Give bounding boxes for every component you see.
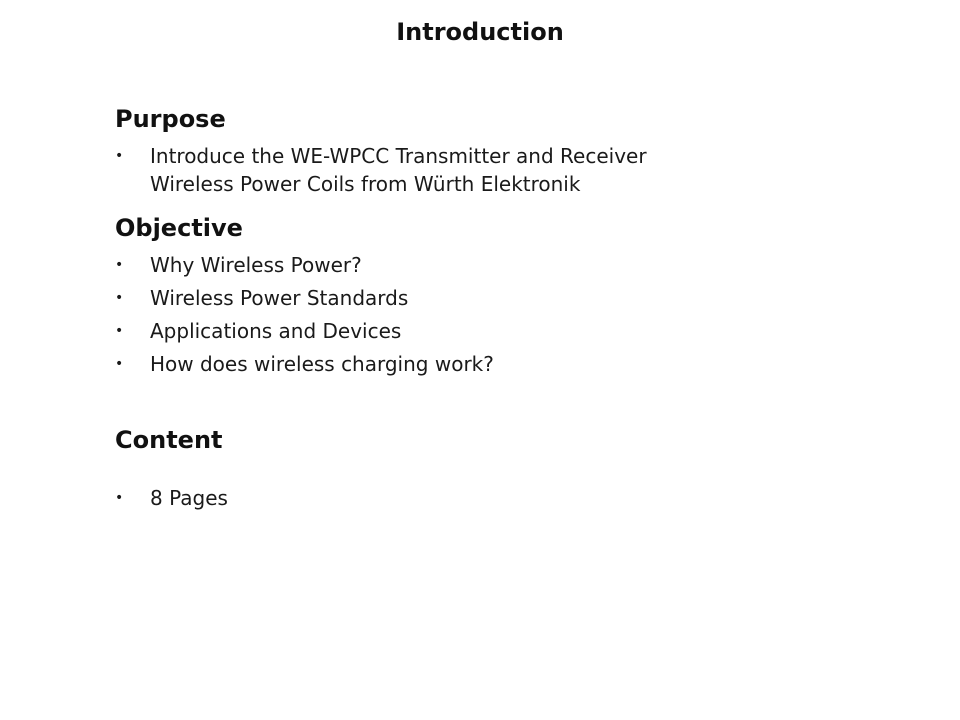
content-item-text: 8 Pages [150,486,228,510]
list-item [115,142,815,198]
purpose-text: Introduce the WE-WPCC Transmitter and Receiver Wireless Power Coils from Würth Elektronik [150,144,647,196]
bullet-icon: • [115,148,124,164]
list-item [115,350,494,378]
content-list [115,484,228,512]
objective-item-text: Why Wireless Power? [150,253,362,277]
bullet-icon: • [115,290,124,306]
page-title: Introduction [396,18,564,46]
bullet-icon: • [115,257,124,273]
objective-item-text: Applications and Devices [150,319,402,343]
list-item [115,284,494,312]
objective-list [115,251,494,383]
content-heading: Content [115,426,223,454]
purpose-heading: Purpose [115,105,226,133]
list-item [115,251,494,279]
bullet-icon: • [115,323,124,339]
objective-item-text: How does wireless charging work? [150,352,494,376]
bullet-icon: • [115,356,124,372]
list-item [115,484,228,512]
objective-item-text: Wireless Power Standards [150,286,409,310]
purpose-list [115,142,815,198]
bullet-icon: • [115,490,124,506]
objective-heading: Objective [115,214,243,242]
list-item [115,317,494,345]
